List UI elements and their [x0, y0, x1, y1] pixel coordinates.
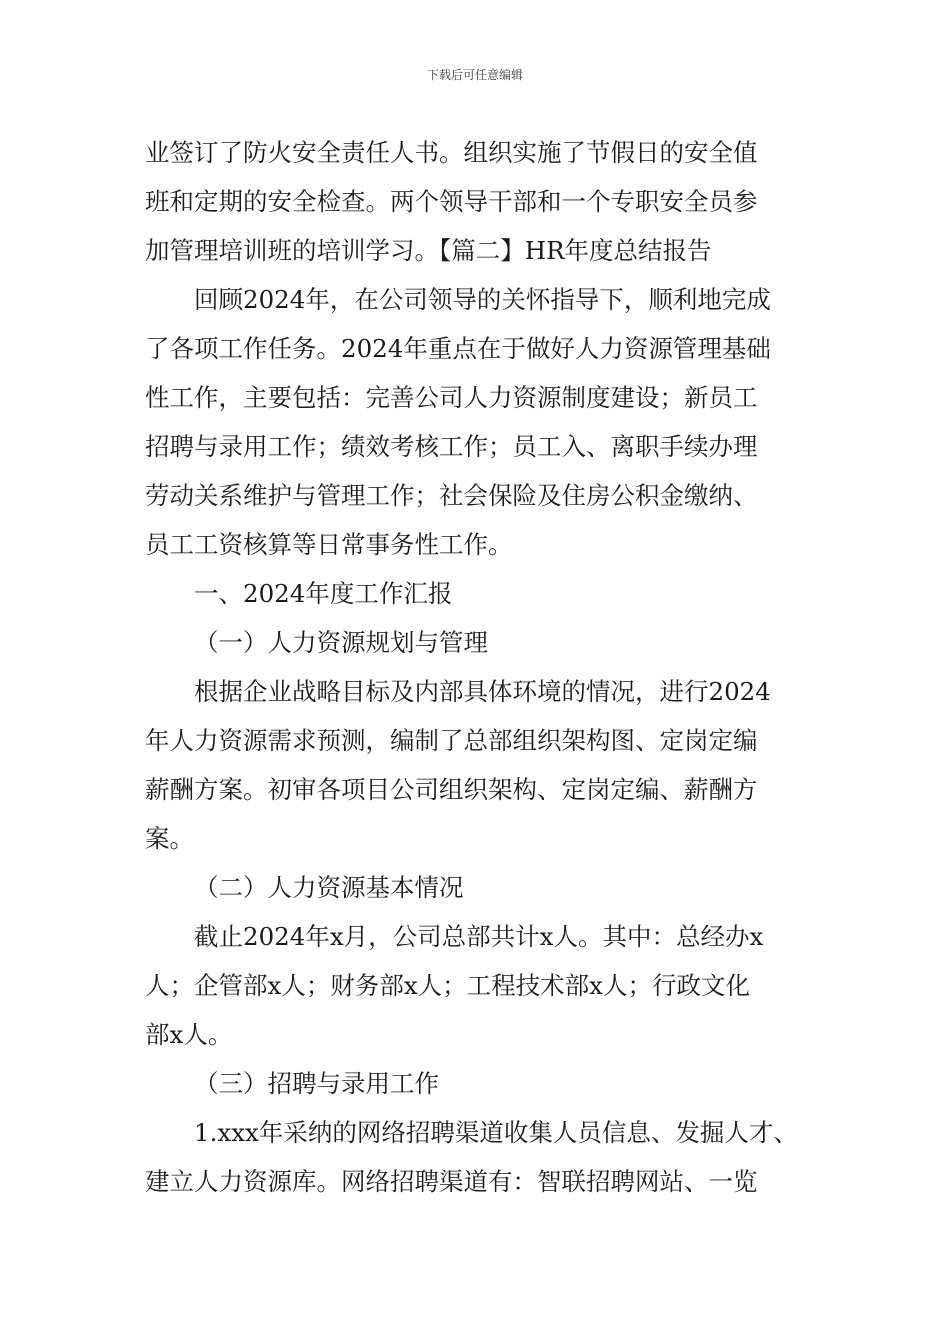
text-line: 部x人。 [145, 1020, 233, 1049]
text-line: 薪酬方案。初审各项目公司组织架构、定岗定编、薪酬方 [145, 775, 758, 804]
text-line: 年人力资源需求预测，编制了总部组织架构图、定岗定编 [145, 726, 758, 755]
text-line: 业签订了防火安全责任人书。组织实施了节假日的安全值 [145, 138, 758, 167]
subsection-heading: （三）招聘与录用工作 [194, 1069, 439, 1098]
text-line: 案。 [145, 824, 194, 853]
text-line: 劳动关系维护与管理工作；社会保险及住房公积金缴纳、 [145, 481, 758, 510]
text-line: 员工工资核算等日常事务性工作。 [145, 530, 513, 559]
text-line: 截止2024年x月，公司总部共计x人。其中：总经办x [194, 922, 764, 951]
text-line: 班和定期的安全检查。两个领导干部和一个专职安全员参 [145, 187, 758, 216]
text-line: 建立人力资源库。网络招聘渠道有：智联招聘网站、一览 [145, 1167, 758, 1196]
text-line: 了各项工作任务。2024年重点在于做好人力资源管理基础 [145, 334, 771, 363]
text-line: 根据企业战略目标及内部具体环境的情况，进行2024 [194, 677, 771, 706]
text-line: 人；企管部x人；财务部x人；工程技术部x人；行政文化 [145, 971, 750, 1000]
subsection-heading: （一）人力资源规划与管理 [194, 628, 488, 657]
text-line: 性工作，主要包括：完善公司人力资源制度建设；新员工 [145, 383, 758, 412]
page-header: 下载后可任意编辑 [426, 68, 523, 82]
subsection-heading: （二）人力资源基本情况 [194, 873, 464, 902]
text-line: 招聘与录用工作；绩效考核工作；员工入、离职手续办理 [145, 432, 758, 461]
text-line: 加管理培训班的培训学习。【篇二】HR年度总结报告 [145, 236, 712, 265]
document-body [145, 128, 825, 1206]
section-heading: 一、2024年度工作汇报 [194, 579, 453, 608]
text-line: 回顾2024年，在公司领导的关怀指导下，顺利地完成 [194, 285, 771, 314]
text-line: 1.xxx年采纳的网络招聘渠道收集人员信息、发掘人才、 [194, 1118, 798, 1147]
